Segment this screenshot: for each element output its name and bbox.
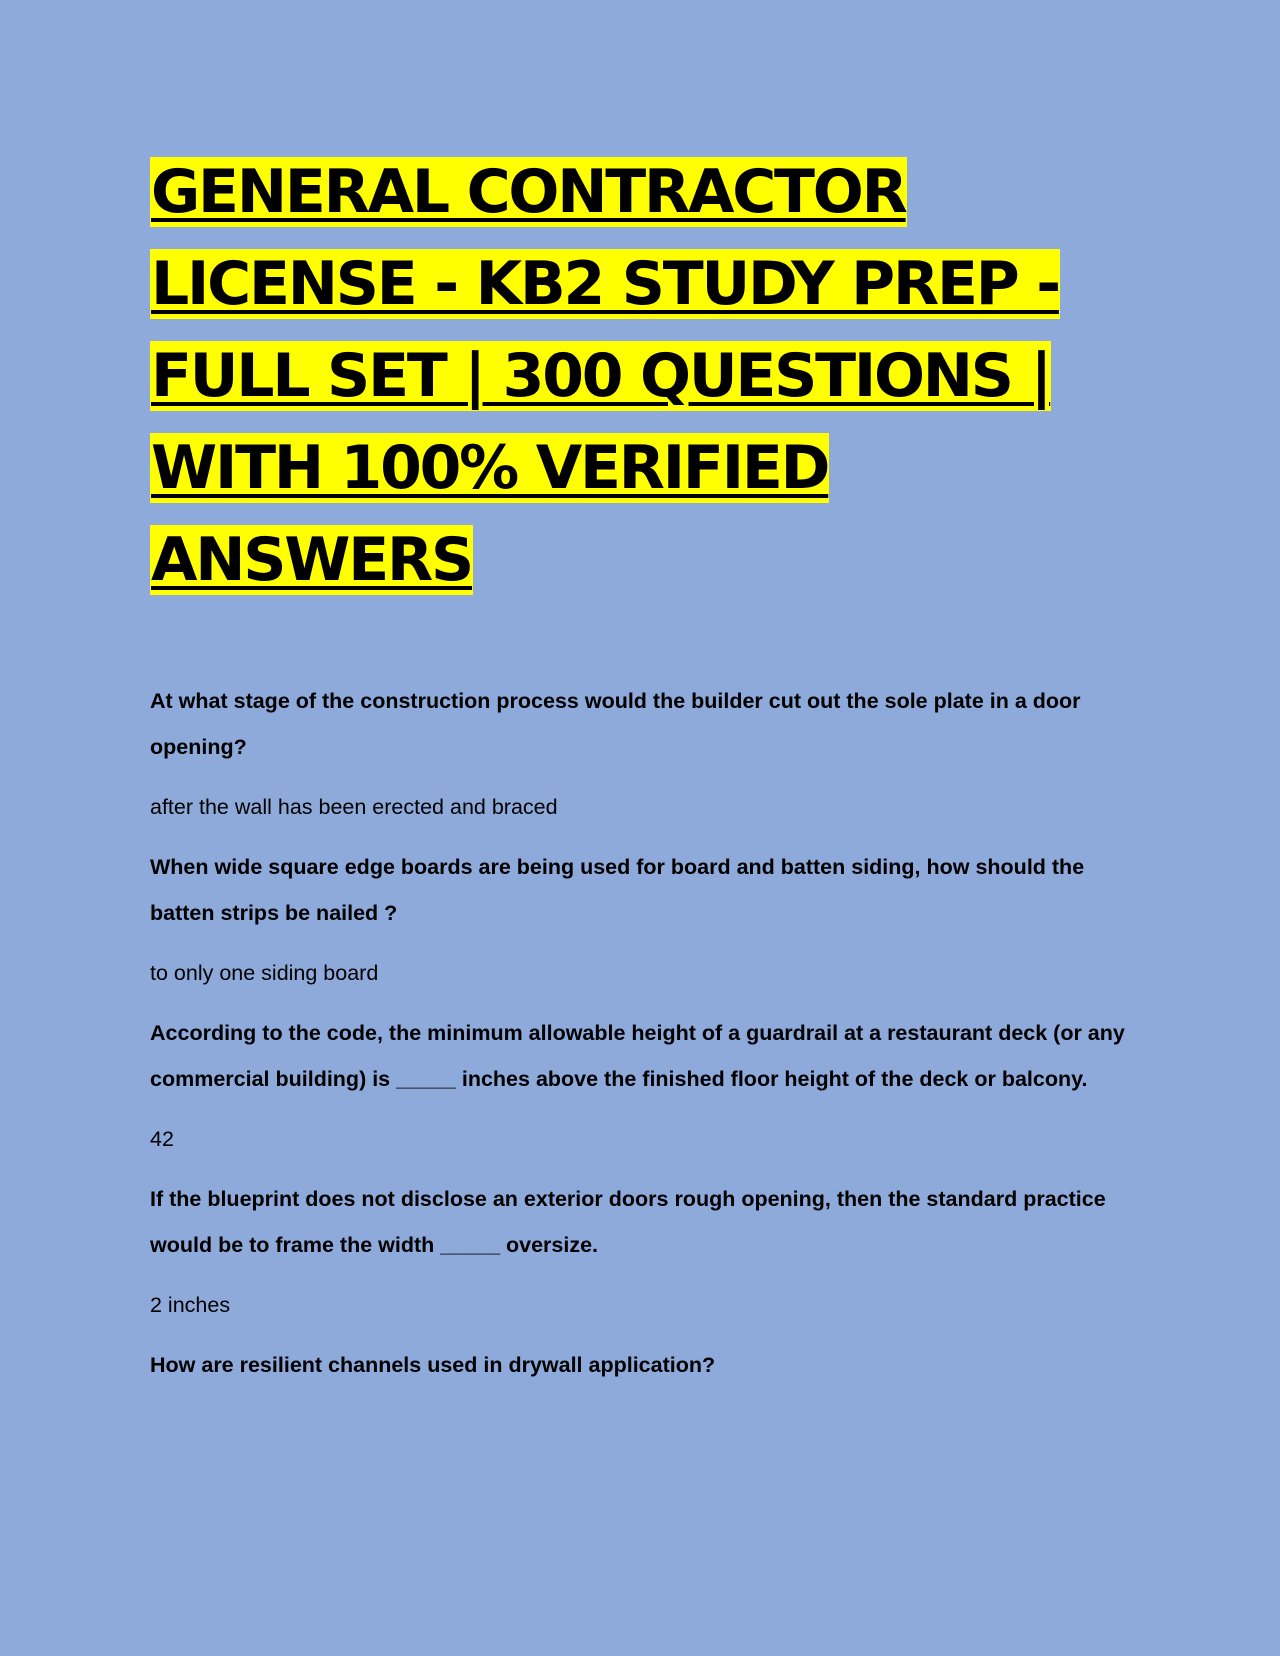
answer-3: 42 [150,1127,174,1151]
question-1: At what stage of the construction process would the builder cut out the sole plate in a door opening? [150,689,1081,759]
answer-4: 2 inches [150,1293,231,1317]
answer-1: after the wall has been erected and braced [150,795,558,819]
question-4: If the blueprint does not disclose an exterior doors rough opening, then the standard practice would be to frame the width _____ oversize. [150,1187,1106,1257]
document-title-text: GENERAL CONTRACTOR LICENSE - KB2 STUDY PREP - FULL SET | 300 QUESTIONS | WITH 100% VERIFIED ANSWERS [151,157,1059,595]
question-2: When wide square edge boards are being used for board and batten siding, how should the batten strips be nailed ? [150,855,1085,925]
answer-2: to only one siding board [150,961,379,985]
question-3: According to the code, the minimum allowable height of a guardrail at a restaurant deck (or any commercial building) is _____ inches above the finished floor height of the deck or balcony. [150,1021,1125,1091]
qa-list [150,678,1135,1388]
document-title [150,146,1110,606]
question-5: How are resilient channels used in drywall application? [150,1353,716,1377]
